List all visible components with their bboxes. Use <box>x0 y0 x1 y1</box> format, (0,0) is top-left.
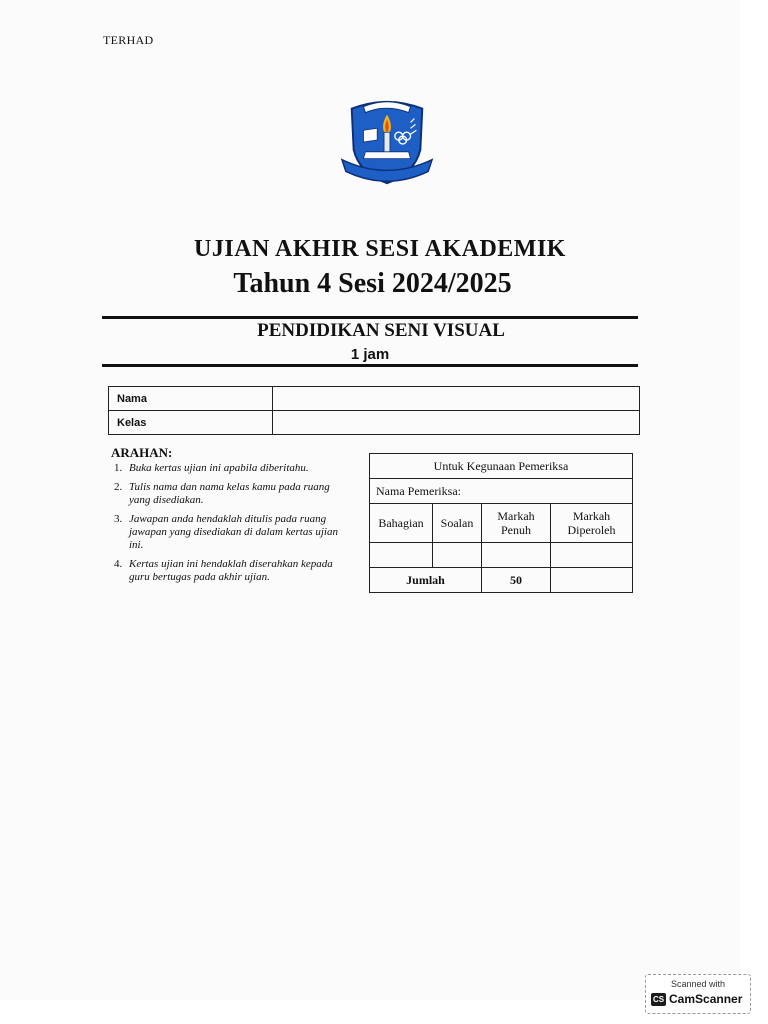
item-number: 3. <box>114 513 123 525</box>
table-row <box>370 568 633 593</box>
item-text: Jawapan anda hendaklah ditulis pada ruang jawapan yang disediakan di dalam kertas ujian ini. <box>129 513 338 551</box>
instructions-heading: ARAHAN: <box>111 445 173 460</box>
table-row <box>109 387 640 411</box>
examiner-table <box>369 453 633 593</box>
obtained-marks-header: Markah Diperoleh <box>551 504 633 543</box>
total-obtained-cell[interactable] <box>551 568 633 593</box>
table-row <box>370 454 633 479</box>
exam-year-session: Tahun 4 Sesi 2024/2025 <box>233 268 512 299</box>
bottom-rule <box>102 364 638 367</box>
school-crest-logo <box>338 92 436 192</box>
exam-title: UJIAN AKHIR SESI AKADEMIK <box>194 236 566 262</box>
class-label: Kelas <box>109 411 273 435</box>
watermark-caption: Scanned with <box>670 979 726 989</box>
list-item <box>114 462 349 475</box>
table-row <box>370 504 633 543</box>
duration-label: 1 jam <box>350 346 390 363</box>
total-full-marks: 50 <box>482 568 551 593</box>
table-row <box>109 411 640 435</box>
examiner-table-title: Untuk Kegunaan Pemeriksa <box>370 454 633 479</box>
top-rule <box>102 316 638 319</box>
subject-title: PENDIDIKAN SENI VISUAL <box>257 320 505 341</box>
camscanner-watermark <box>645 974 751 1014</box>
item-number: 4. <box>114 558 123 570</box>
item-text: Kertas ujian ini hendaklah diserahkan kepada guru bertugas pada akhir ujian. <box>129 558 333 583</box>
table-row <box>370 479 633 504</box>
student-info-table <box>108 386 640 435</box>
camscanner-icon: CS <box>652 995 665 1004</box>
classification-label: TERHAD <box>103 33 154 47</box>
list-item <box>114 513 349 552</box>
item-number: 2. <box>114 481 123 493</box>
item-text: Buka kertas ujian ini apabila diberitahu. <box>129 462 309 474</box>
total-label: Jumlah <box>370 568 482 593</box>
list-item <box>114 481 349 507</box>
name-field[interactable] <box>273 387 640 411</box>
item-text: Tulis nama dan nama kelas kamu pada ruang yang disediakan. <box>129 481 330 506</box>
section-header: Bahagian <box>370 504 433 543</box>
list-item <box>114 558 349 584</box>
watermark-brand: CamScanner <box>669 992 743 1006</box>
section-cell[interactable] <box>370 543 433 568</box>
table-row <box>370 543 633 568</box>
obtained-marks-cell[interactable] <box>551 543 633 568</box>
name-label: Nama <box>109 387 273 411</box>
full-marks-cell[interactable] <box>482 543 551 568</box>
question-cell[interactable] <box>433 543 482 568</box>
examiner-name-field[interactable]: Nama Pemeriksa: <box>370 479 633 504</box>
question-header: Soalan <box>433 504 482 543</box>
full-marks-header: Markah Penuh <box>482 504 551 543</box>
item-number: 1. <box>114 462 123 474</box>
class-field[interactable] <box>273 411 640 435</box>
instructions-list <box>114 462 349 590</box>
